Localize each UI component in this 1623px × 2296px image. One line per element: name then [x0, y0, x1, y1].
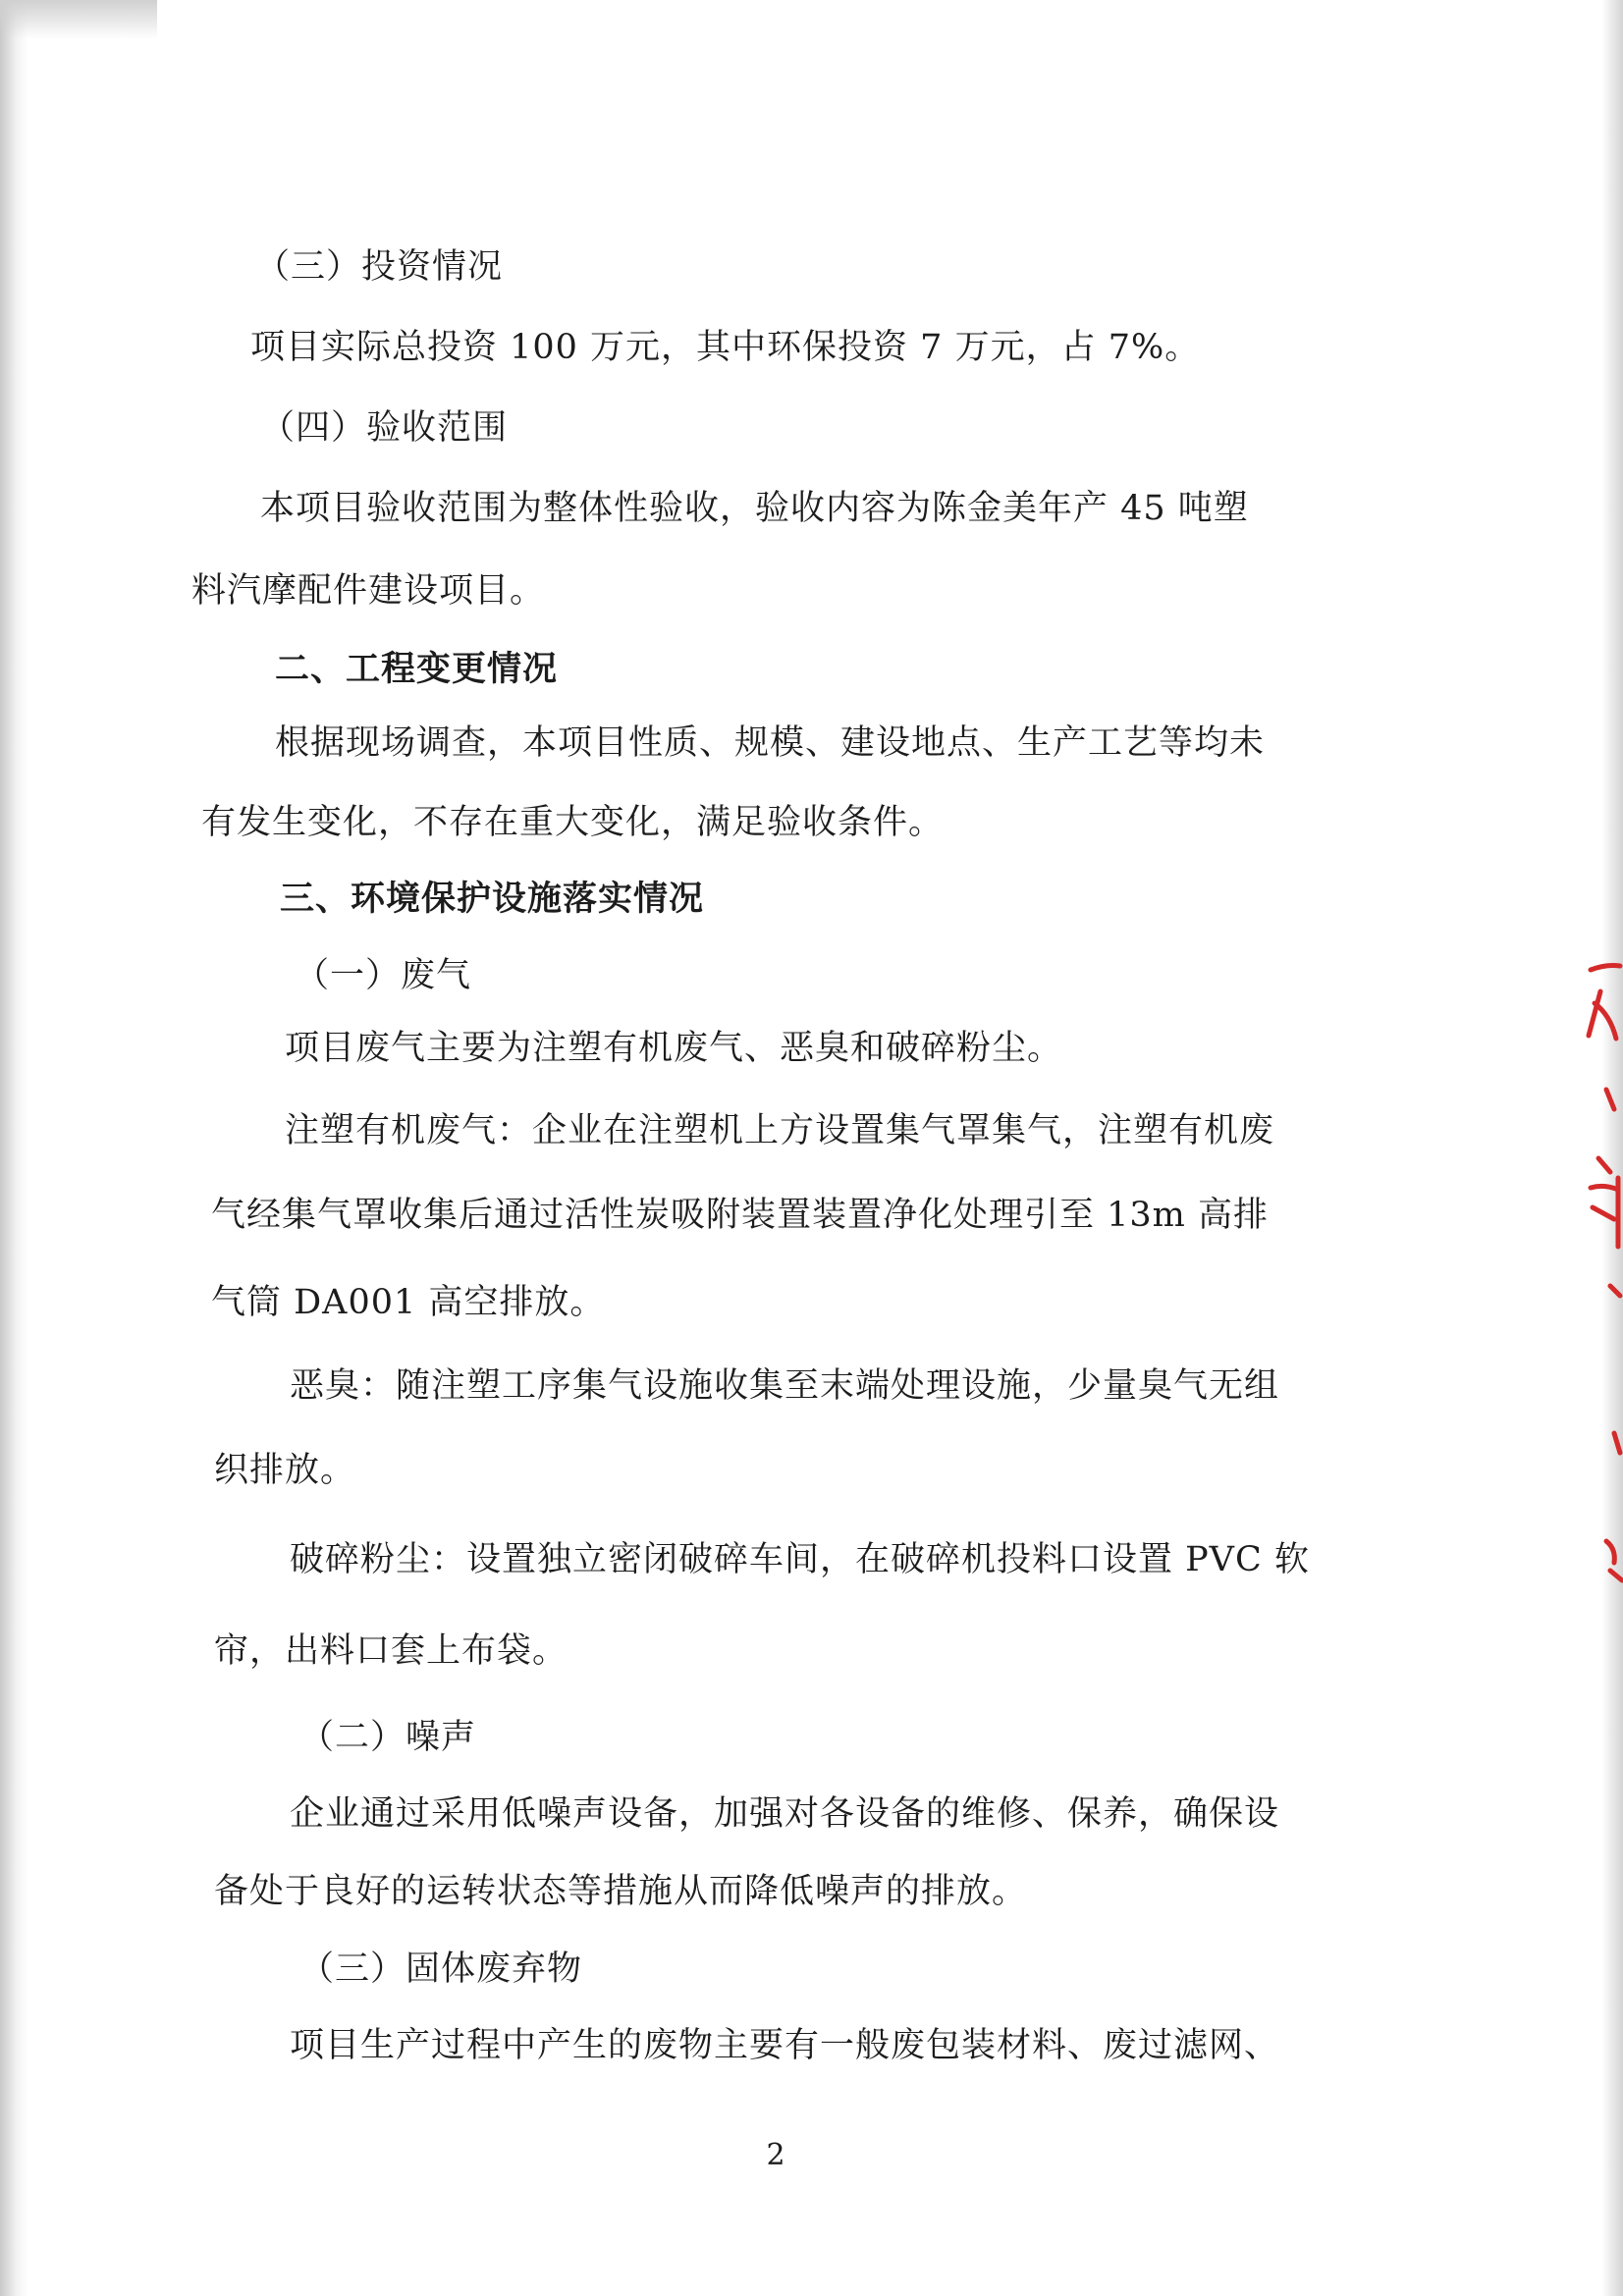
- section-heading-solid-waste: （三）固体废弃物: [299, 1949, 583, 1989]
- paragraph-line: 企业通过采用低噪声设备，加强对各设备的维修、保养，确保设: [290, 1794, 1280, 1834]
- paragraph-line: 备处于良好的运转状态等措施从而降低噪声的排放。: [214, 1872, 1028, 1911]
- section-heading-investment: （三）投资情况: [255, 247, 504, 287]
- paragraph-line: 织排放。: [214, 1451, 356, 1490]
- section-heading-changes: 二、工程变更情况: [275, 649, 559, 689]
- paragraph-line: 恶臭：随注塑工序集气设施收集至末端处理设施，少量臭气无组: [290, 1366, 1280, 1406]
- paragraph-line: 项目实际总投资 100 万元，其中环保投资 7 万元，占 7%。: [250, 328, 1201, 367]
- red-seal-fragment: [1571, 962, 1623, 1629]
- section-heading-noise: （二）噪声: [299, 1718, 477, 1757]
- paragraph-line: 帘，出料口套上布袋。: [214, 1631, 568, 1671]
- paragraph-line: 有发生变化，不存在重大变化，满足验收条件。: [201, 803, 945, 842]
- paragraph-line: 气经集气罩收集后通过活性炭吸附装置装置净化处理引至 13m 高排: [211, 1196, 1269, 1235]
- page-number: 2: [766, 2138, 785, 2172]
- paragraph-line: 项目废气主要为注塑有机废气、恶臭和破碎粉尘。: [285, 1029, 1063, 1068]
- paragraph-line: 项目生产过程中产生的废物主要有一般废包装材料、废过滤网、: [290, 2026, 1280, 2065]
- scan-shadow-top: [0, 0, 157, 39]
- scan-shadow-left: [0, 0, 27, 2296]
- section-heading-env-protection: 三、环境保护设施落实情况: [280, 879, 705, 919]
- paragraph-line: 破碎粉尘：设置独立密闭破碎车间，在破碎机投料口设置 PVC 软: [290, 1540, 1310, 1579]
- section-heading-exhaust: （一）废气: [295, 956, 472, 995]
- paragraph-line: 注塑有机废气：企业在注塑机上方设置集气罩集气，注塑有机废: [285, 1111, 1275, 1150]
- section-heading-scope: （四）验收范围: [260, 408, 509, 448]
- paragraph-line: 本项目验收范围为整体性验收，验收内容为陈金美年产 45 吨塑: [260, 489, 1249, 528]
- paragraph-line: 气筒 DA001 高空排放。: [211, 1283, 606, 1322]
- paragraph-line: 根据现场调查，本项目性质、规模、建设地点、生产工艺等均未: [275, 723, 1266, 763]
- paragraph-line: 料汽摩配件建设项目。: [191, 571, 546, 611]
